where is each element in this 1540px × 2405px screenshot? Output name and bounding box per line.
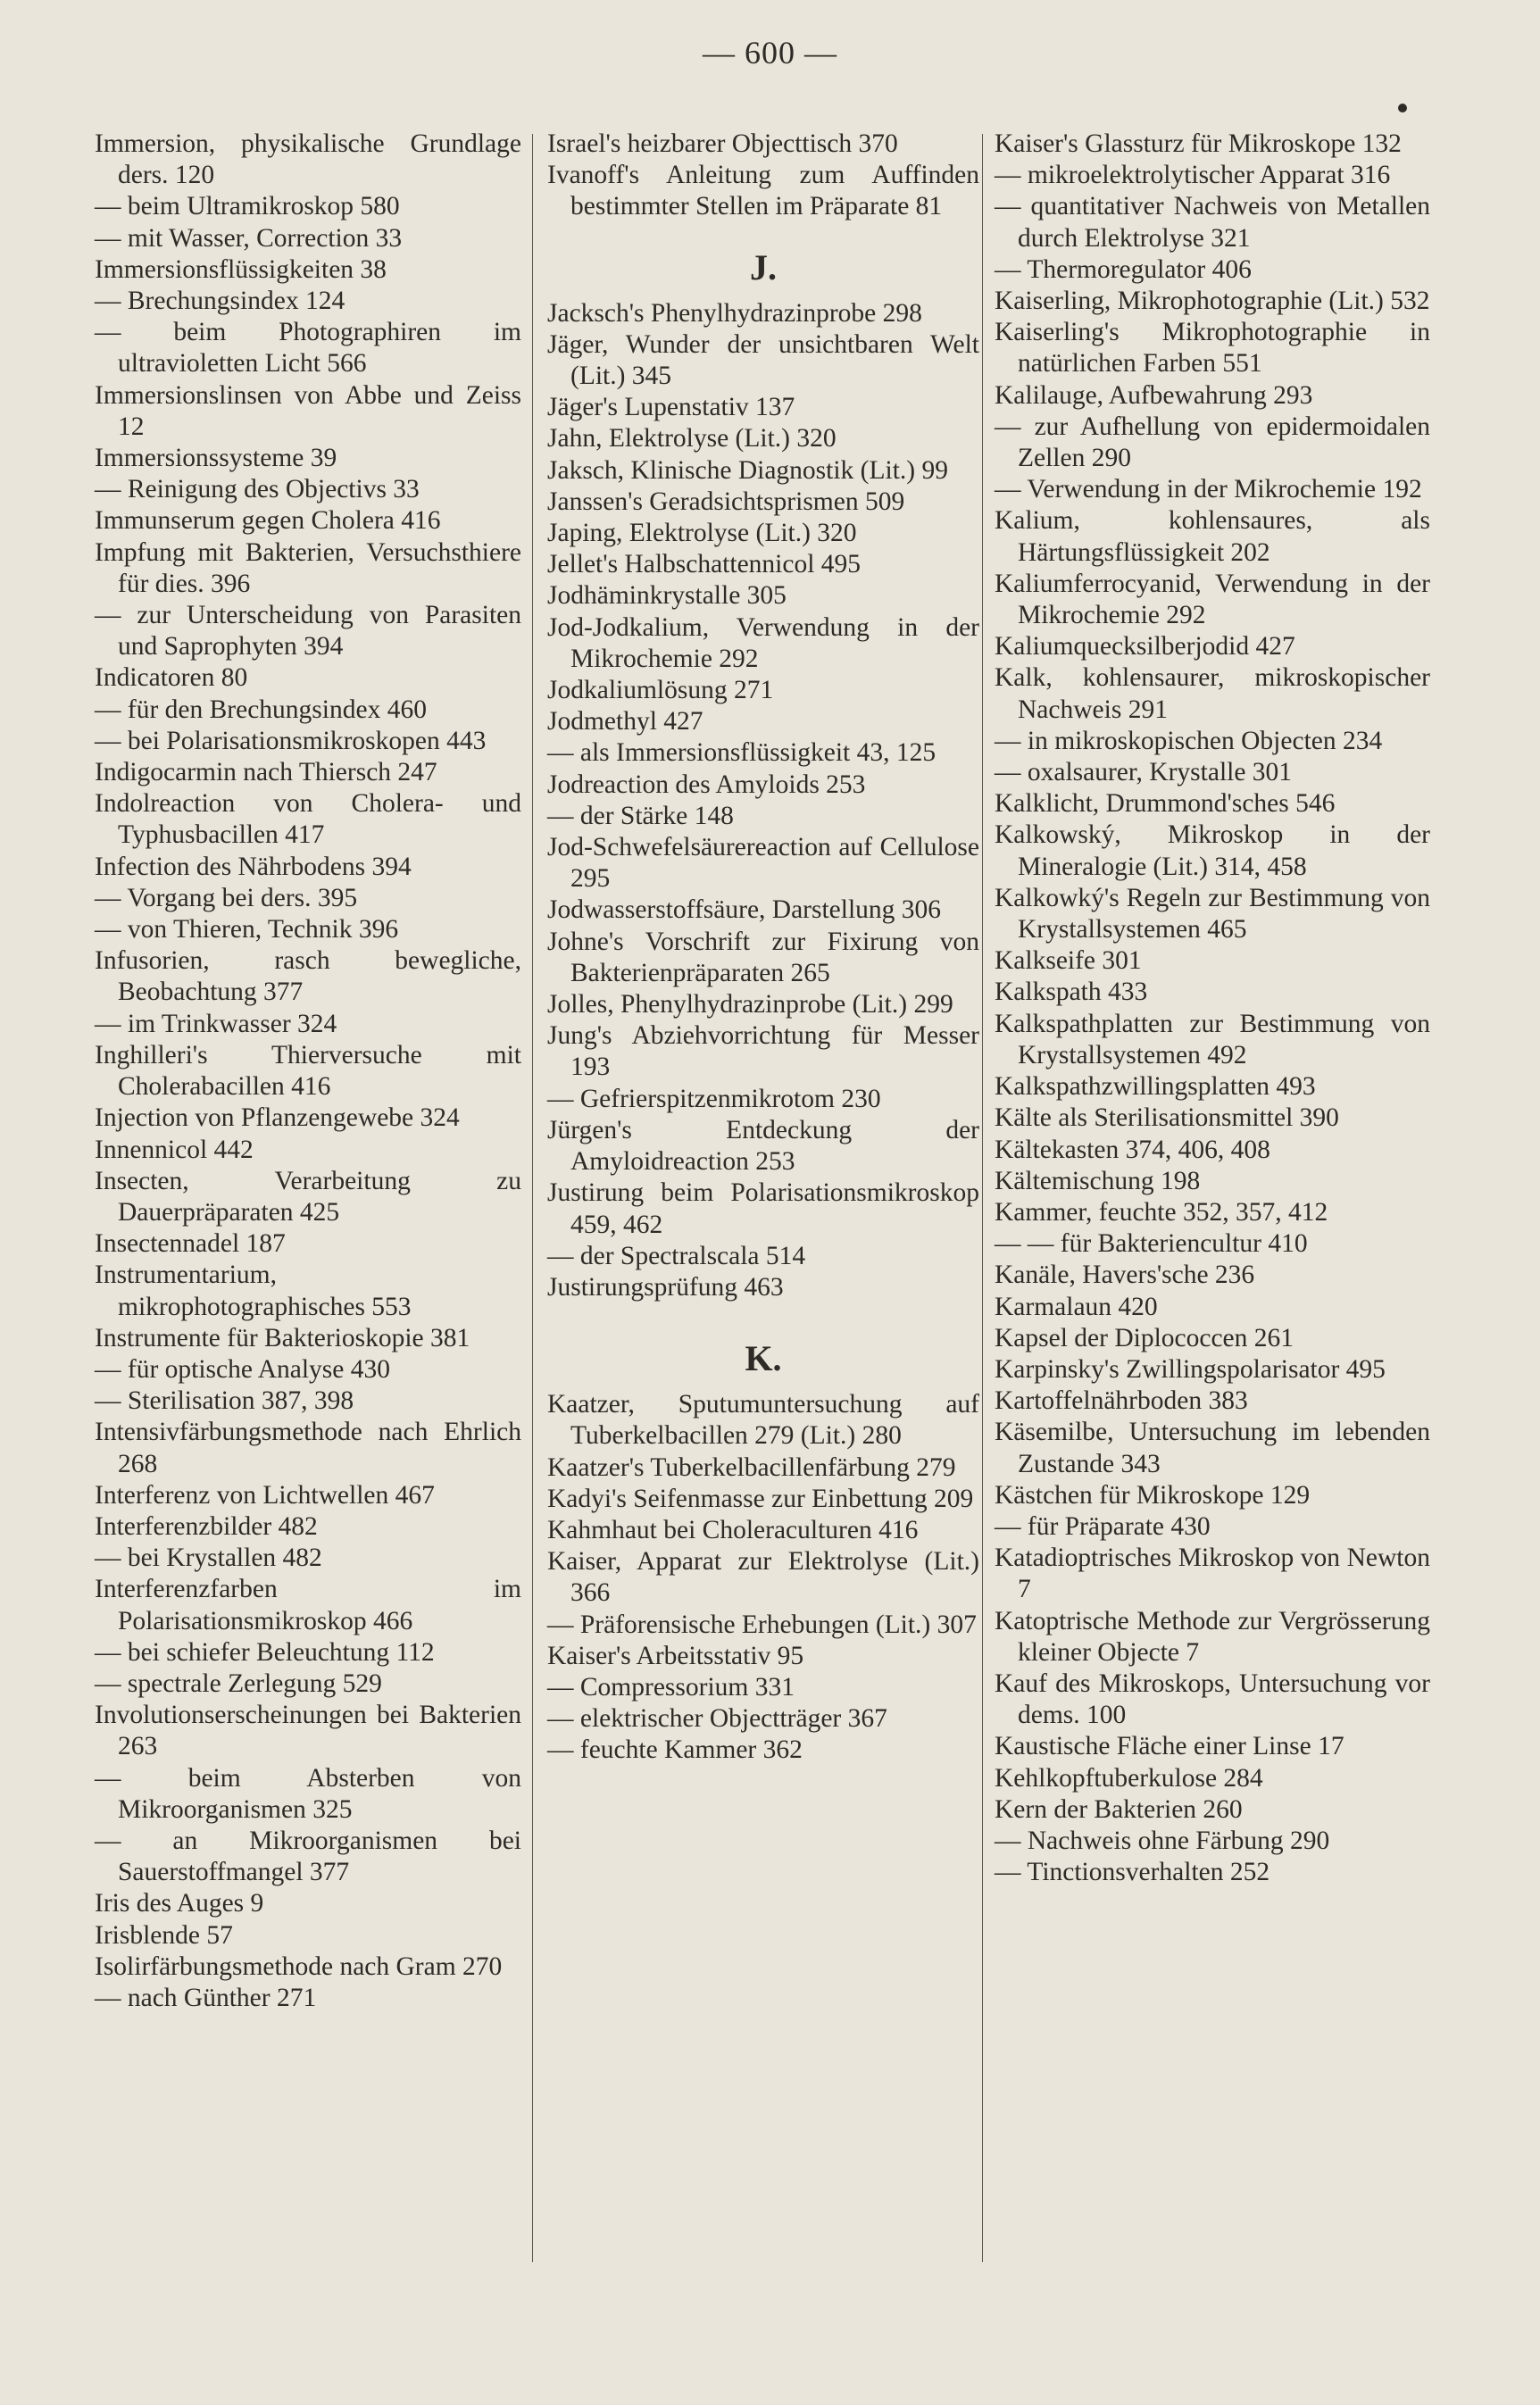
index-entry: Jäger's Lupenstativ 137	[547, 393, 795, 422]
index-entry: Kalk, kohlensaurer, mikroskopischer Nachweis 291	[995, 663, 1430, 724]
index-entry: — Compressorium 331	[547, 1672, 795, 1702]
index-entry: Kaiser's Glassturz für Mikroskope 132	[995, 129, 1402, 158]
index-entry: Kalklicht, Drummond'sches 546	[995, 789, 1336, 819]
index-entry: Jolles, Phenylhydrazinprobe (Lit.) 299	[547, 990, 953, 1019]
index-entry: — zur Unterscheidung von Parasiten und Saprophyten 394	[95, 601, 521, 662]
index-entry: — von Thieren, Technik 396	[95, 915, 399, 945]
index-entry: Käsemilbe, Untersuchung im lebenden Zustande 343	[995, 1418, 1430, 1478]
index-entry: — Nachweis ohne Färbung 290	[995, 1826, 1330, 1855]
index-entry: Kaiser's Arbeitsstativ 95	[547, 1641, 804, 1670]
index-entry: Interferenz von Lichtwellen 467	[95, 1480, 435, 1510]
index-entry: — für den Brechungsindex 460	[95, 695, 427, 724]
index-entry: Indigocarmin nach Thiersch 247	[95, 758, 437, 787]
index-entry: Kalkseife 301	[995, 946, 1142, 976]
index-entry: Inghilleri's Thierversuche mit Cholerabacillen 416	[95, 1040, 521, 1102]
index-entry: Kalium, kohlensaures, als Härtungsflüssigkeit 202	[995, 506, 1430, 567]
index-entry: — in mikroskopischen Objecten 234	[995, 726, 1383, 755]
index-entry: Kalkspathplatten zur Bestimmung von Krystallsystemen 492	[995, 1009, 1430, 1069]
index-entry: Johne's Vorschrift zur Fixirung von Bakterienpräparaten 265	[547, 927, 979, 987]
index-entry: — bei Polarisationsmikroskopen 443	[95, 726, 487, 755]
index-entry: Immersion, physikalische Grundlage ders. 120	[95, 129, 521, 190]
index-entry: Kalkowský, Mikroskop in der Mineralogie (Lit.) 314, 458	[995, 820, 1430, 881]
index-entry: Kehlkopftuberkulose 284	[995, 1763, 1263, 1793]
index-entry: Karpinsky's Zwillingspolarisator 495	[995, 1354, 1386, 1384]
index-entry: Kaustische Fläche einer Linse 17	[995, 1732, 1344, 1761]
index-entry: Jodkaliumlösung 271	[547, 676, 774, 705]
index-entry: — der Stärke 148	[547, 801, 734, 830]
index-entry: Indolreaction von Cholera- und Typhusbacillen 417	[95, 789, 521, 850]
index-entry: — oxalsaurer, Krystalle 301	[995, 758, 1293, 787]
index-entry: — für Präparate 430	[995, 1511, 1211, 1541]
index-entry: Katadioptrisches Mikroskop von Newton 7	[995, 1544, 1430, 1604]
index-entry: — Sterilisation 387, 398	[95, 1386, 354, 1416]
index-entry: Injection von Pflanzengewebe 324	[95, 1103, 460, 1133]
index-entry: Janssen's Geradsichtsprismen 509	[547, 487, 905, 516]
section-letter-k: K.	[745, 1338, 782, 1379]
index-entry: Kälte als Sterilisationsmittel 390	[995, 1103, 1339, 1133]
index-column-2	[547, 129, 979, 1767]
index-entry: — spectrale Zerlegung 529	[95, 1669, 382, 1698]
index-entry: — Präforensische Erhebungen (Lit.) 307	[547, 1610, 977, 1639]
index-entry: Jellet's Halbschattennicol 495	[547, 550, 862, 579]
index-entry: Irisblende 57	[95, 1920, 233, 1950]
index-entry: Jaksch, Klinische Diagnostik (Lit.) 99	[547, 455, 948, 485]
index-entry: Intensivfärbungsmethode nach Ehrlich 268	[95, 1418, 521, 1478]
index-column-3	[995, 129, 1430, 1888]
index-entry: Kern der Bakterien 260	[995, 1794, 1243, 1824]
entries-j	[547, 298, 979, 1304]
index-entry: — beim Absterben von Mikroorganismen 325	[95, 1763, 521, 1824]
index-entry: Indicatoren 80	[95, 663, 248, 693]
index-entry: — Brechungsindex 124	[95, 287, 345, 316]
index-entry: — der Spectralscala 514	[547, 1241, 806, 1270]
index-entry: — beim Ultramikroskop 580	[95, 192, 400, 221]
index-entry: Kartoffelnährboden 383	[995, 1386, 1248, 1416]
entries-k	[547, 1389, 979, 1766]
entries-i-continued	[547, 129, 979, 223]
index-entry: — bei Krystallen 482	[95, 1544, 322, 1573]
index-entry: — Verwendung in der Mikrochemie 192	[995, 475, 1422, 504]
index-entry: Immersionsflüssigkeiten 38	[95, 254, 387, 284]
index-entry: — nach Günther 271	[95, 1983, 317, 2012]
index-entry: — mit Wasser, Correction 33	[95, 223, 403, 253]
index-entry: Justirungsprüfung 463	[547, 1272, 784, 1302]
index-entry: Jodmethyl 427	[547, 707, 703, 736]
index-entry: Karmalaun 420	[995, 1292, 1158, 1321]
index-entry: Katoptrische Methode zur Vergrösserung kleiner Objecte 7	[995, 1606, 1430, 1667]
index-entry: Jodreaction des Amyloids 253	[547, 770, 866, 799]
index-entry: Jäger, Wunder der unsichtbaren Welt (Lit.) 345	[547, 329, 979, 391]
index-entry: — zur Aufhellung von epidermoidalen Zellen 290	[995, 412, 1430, 473]
index-entry: Kältekasten 374, 406, 408	[995, 1135, 1270, 1164]
index-entry: — mikroelektrolytischer Apparat 316	[995, 161, 1391, 190]
index-entry: — Tinctionsverhalten 252	[995, 1858, 1270, 1887]
index-entry: Immunserum gegen Cholera 416	[95, 506, 441, 536]
index-entry: Kaiser, Apparat zur Elektrolyse (Lit.) 366	[547, 1547, 979, 1608]
index-entry: Kaiserling, Mikrophotographie (Lit.) 532	[995, 287, 1430, 316]
index-entry: Iris des Auges 9	[95, 1889, 264, 1918]
index-entry: Justirung beim Polarisationsmikroskop 459, 462	[547, 1178, 979, 1239]
index-entry: Isolirfärbungsmethode nach Gram 270	[95, 1951, 503, 1981]
index-entry: — an Mikroorganismen bei Sauerstoffmangel 377	[95, 1826, 521, 1887]
index-entry: Kalkspathzwillingsplatten 493	[995, 1072, 1316, 1102]
index-entry: Insectennadel 187	[95, 1229, 286, 1259]
index-entry: Kästchen für Mikroskope 129	[995, 1480, 1311, 1510]
index-entry: Immersionslinsen von Abbe und Zeiss 12	[95, 380, 521, 441]
index-entry: Jod-Schwefelsäurereaction auf Cellulose 295	[547, 833, 979, 894]
index-entry: Infusorien, rasch bewegliche, Beobachtung 377	[95, 946, 521, 1007]
index-entry: Jodhäminkrystalle 305	[547, 581, 787, 611]
index-entry: Israel's heizbarer Objecttisch 370	[547, 129, 898, 158]
index-column-1	[95, 129, 521, 2014]
index-entry: Kaatzer, Sputumuntersuchung auf Tuberkelbacillen 279 (Lit.) 280	[547, 1390, 979, 1451]
index-entry: Kapsel der Diplococcen 261	[995, 1323, 1294, 1352]
index-entry: Insecten, Verarbeitung zu Dauerpräparaten 425	[95, 1166, 521, 1227]
index-entry: Kaiserling's Mikrophotographie in natürlichen Farben 551	[995, 318, 1430, 379]
index-entry: Kammer, feuchte 352, 357, 412	[995, 1197, 1328, 1227]
index-entry: — quantitativer Nachweis von Metallen durch Elektrolyse 321	[995, 192, 1430, 253]
index-entry: Jung's Abziehvorrichtung für Messer 193	[547, 1021, 979, 1082]
index-entry: Kaliumferrocyanid, Verwendung in der Mikrochemie 292	[995, 569, 1430, 630]
column-divider	[982, 134, 983, 2262]
index-entry: — — für Bakteriencultur 410	[995, 1229, 1308, 1259]
index-entry: Jürgen's Entdeckung der Amyloidreaction 253	[547, 1115, 979, 1177]
index-entry: Impfung mit Bakterien, Versuchsthiere für dies. 396	[95, 537, 521, 598]
index-entry: — beim Photographiren im ultravioletten Licht 566	[95, 318, 521, 379]
index-entry: — feuchte Kammer 362	[547, 1735, 803, 1765]
index-entry: Infection des Nährbodens 394	[95, 852, 412, 881]
index-entry: Instrumentarium, mikrophotographisches 553	[95, 1261, 412, 1321]
ink-spot	[1398, 104, 1407, 112]
index-entry: Kalkspath 433	[995, 978, 1148, 1007]
index-entry: Kahmhaut bei Choleraculturen 416	[547, 1515, 919, 1544]
section-letter-j: J.	[750, 246, 777, 287]
index-entry: Kalilauge, Aufbewahrung 293	[995, 380, 1313, 410]
index-entry: Jodwasserstoffsäure, Darstellung 306	[547, 895, 942, 925]
index-entry: Immersionssysteme 39	[95, 444, 337, 473]
index-entry: — Reinigung des Objectivs 33	[95, 475, 420, 504]
index-entry: Instrumente für Bakterioskopie 381	[95, 1323, 470, 1352]
index-entry: — Vorgang bei ders. 395	[95, 883, 358, 912]
index-entry: Ivanoff's Anleitung zum Auffinden bestimmter Stellen im Präparate 81	[547, 161, 979, 221]
index-entry: Interferenzfarben im Polarisationsmikroskop 466	[95, 1575, 521, 1635]
index-entry: — für optische Analyse 430	[95, 1354, 390, 1384]
index-entry: Kalkowký's Regeln zur Bestimmung von Krystallsystemen 465	[995, 883, 1430, 945]
index-entry: Interferenzbilder 482	[95, 1511, 318, 1541]
index-entry: — bei schiefer Beleuchtung 112	[95, 1637, 435, 1667]
index-entry: Jacksch's Phenylhydrazinprobe 298	[547, 298, 922, 328]
index-entry: Jahn, Elektrolyse (Lit.) 320	[547, 424, 837, 454]
index-entry: Kältemischung 198	[995, 1166, 1201, 1195]
index-entry: — elektrischer Objectträger 367	[547, 1704, 887, 1734]
index-entry: — Gefrierspitzenmikrotom 230	[547, 1084, 881, 1113]
index-entry: Kauf des Mikroskops, Untersuchung vor dems. 100	[995, 1669, 1430, 1730]
page-number: — 600 —	[703, 35, 837, 71]
index-entry: Kaliumquecksilberjodid 427	[995, 632, 1295, 662]
index-entry: Kaatzer's Tuberkelbacillenfärbung 279	[547, 1452, 956, 1482]
index-entry: Kanäle, Havers'sche 236	[995, 1261, 1255, 1290]
index-entry: Involutionserscheinungen bei Bakterien 263	[95, 1701, 521, 1761]
index-entry: Jod-Jodkalium, Verwendung in der Mikrochemie 292	[547, 612, 979, 673]
index-entry: — im Trinkwasser 324	[95, 1009, 337, 1038]
index-entry: Japing, Elektrolyse (Lit.) 320	[547, 519, 857, 548]
index-entry: Kadyi's Seifenmasse zur Einbettung 209	[547, 1484, 974, 1513]
index-entry: — Thermoregulator 406	[995, 254, 1252, 284]
column-divider	[532, 134, 533, 2262]
index-entry: Innennicol 442	[95, 1135, 254, 1164]
index-entry: — als Immersionsflüssigkeit 43, 125	[547, 738, 936, 768]
